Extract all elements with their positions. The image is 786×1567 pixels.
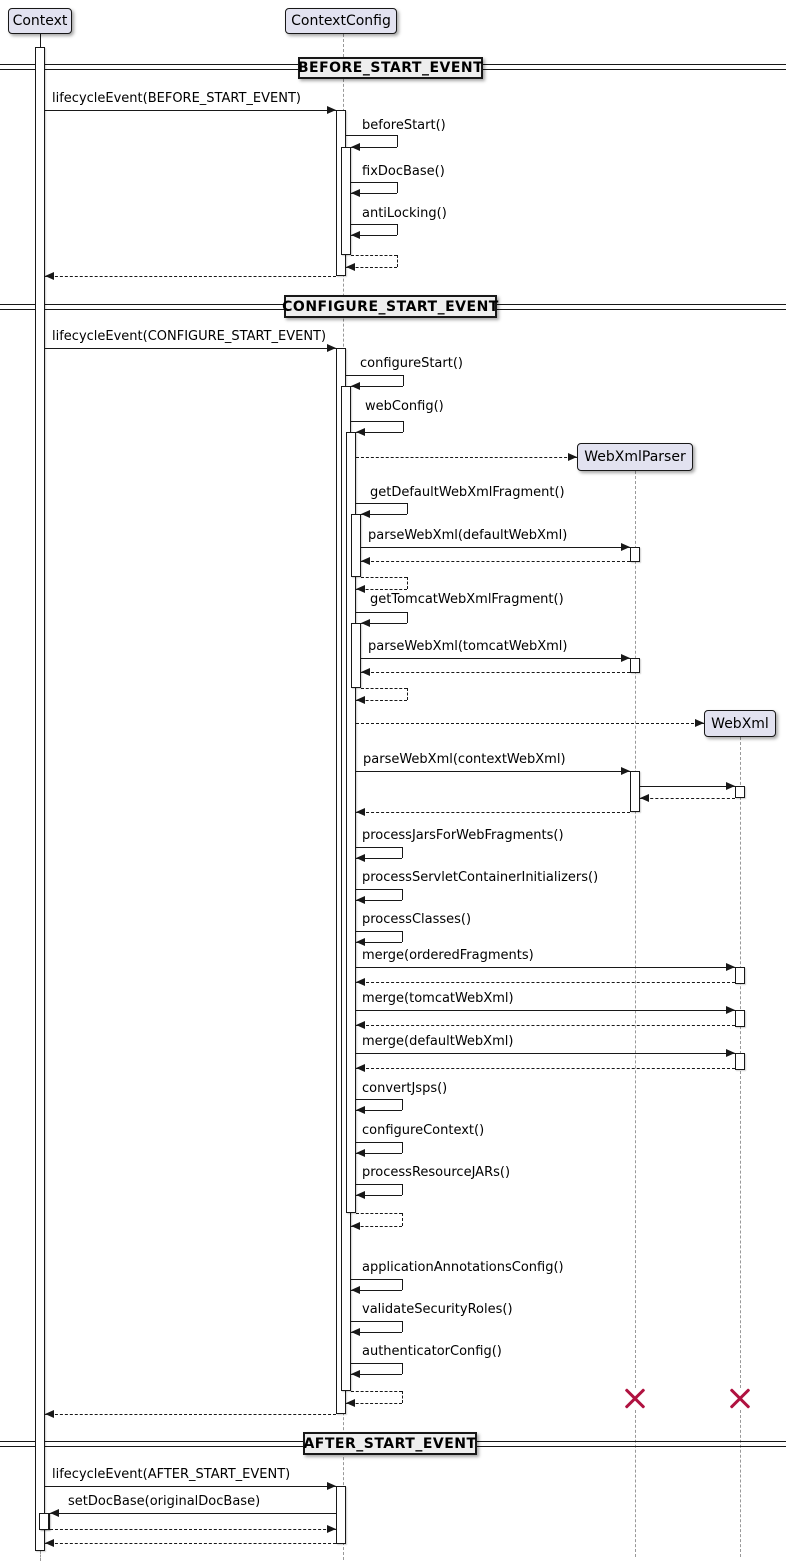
message-line: [351, 255, 397, 256]
message-arrowhead: [351, 143, 360, 151]
message-arrowhead: [695, 719, 704, 727]
message-arrowhead: [351, 189, 360, 197]
message-label: validateSecurityRoles(): [362, 1302, 513, 1317]
message-line: [351, 182, 397, 183]
message-line: [402, 889, 403, 900]
divider-label: AFTER_START_EVENT: [303, 1432, 477, 1455]
message-label: lifecycleEvent(BEFORE_START_EVENT): [52, 91, 301, 106]
message-label: convertJsps(): [362, 1081, 448, 1096]
message-line: [356, 931, 402, 932]
message-arrowhead: [356, 696, 365, 704]
message-arrowhead: [351, 1222, 360, 1230]
message-label: authenticatorConfig(): [362, 1344, 502, 1359]
message-arrowhead: [361, 668, 370, 676]
message-arrowhead: [356, 1064, 365, 1072]
message-line: [356, 1184, 402, 1185]
message-label: processClasses(): [362, 912, 472, 927]
message-line: [356, 982, 735, 983]
message-label: configureStart(): [360, 356, 463, 371]
message-label: antiLocking(): [362, 206, 447, 221]
message-arrowhead: [726, 963, 735, 971]
message-arrowhead: [351, 1328, 360, 1336]
message-line: [402, 931, 403, 942]
message-label: lifecycleEvent(CONFIGURE_START_EVENT): [52, 329, 327, 344]
message-line: [45, 276, 336, 277]
message-line: [397, 224, 398, 235]
participant-webxml: WebXml: [704, 710, 776, 737]
message-line: [351, 224, 397, 225]
message-arrowhead: [361, 619, 370, 627]
activation-bar: [735, 786, 745, 798]
message-arrowhead: [327, 344, 336, 352]
message-label: parseWebXml(defaultWebXml): [368, 528, 568, 543]
message-arrowhead: [356, 585, 365, 593]
message-line: [356, 1068, 735, 1069]
message-arrowhead: [361, 510, 370, 518]
message-line: [45, 1414, 336, 1415]
participant-context: Context: [8, 8, 72, 34]
message-arrowhead: [726, 782, 735, 790]
message-line: [45, 1543, 336, 1544]
message-line: [346, 375, 403, 376]
message-label: processServletContainerInitializers(): [362, 870, 599, 885]
message-line: [397, 135, 398, 147]
message-label: fixDocBase(): [362, 164, 445, 179]
message-line: [407, 503, 408, 514]
message-label: parseWebXml(contextWebXml): [363, 752, 566, 767]
message-arrowhead: [351, 1370, 360, 1378]
message-line: [402, 1321, 403, 1332]
message-arrowhead: [346, 263, 355, 271]
message-line: [45, 348, 336, 349]
message-line: [361, 547, 630, 548]
destroy-x-icon: [622, 1386, 648, 1412]
message-arrowhead: [45, 272, 54, 280]
message-line: [356, 1010, 735, 1011]
activation-bar: [630, 658, 640, 673]
message-label: getDefaultWebXmlFragment(): [370, 485, 565, 500]
message-arrowhead: [726, 1006, 735, 1014]
message-arrowhead: [45, 1410, 54, 1418]
message-label: applicationAnnotationsConfig(): [362, 1260, 564, 1275]
message-arrowhead: [356, 1191, 365, 1199]
message-arrowhead: [640, 794, 649, 802]
message-line: [356, 812, 630, 813]
message-line: [402, 1213, 403, 1226]
message-line: [356, 1053, 735, 1054]
message-arrowhead: [356, 1021, 365, 1029]
message-line: [397, 255, 398, 267]
message-arrowhead: [621, 767, 630, 775]
message-arrowhead: [568, 453, 577, 461]
activation-bar: [630, 547, 640, 562]
message-arrowhead: [351, 1286, 360, 1294]
message-line: [45, 110, 336, 111]
message-line: [640, 786, 735, 787]
message-arrowhead: [356, 854, 365, 862]
message-arrowhead: [621, 654, 630, 662]
message-label: parseWebXml(tomcatWebXml): [368, 639, 568, 654]
message-arrowhead: [356, 428, 365, 436]
message-line: [402, 847, 403, 858]
message-label: setDocBase(originalDocBase): [68, 1494, 261, 1509]
lifeline: [40, 34, 41, 47]
message-label: processJarsForWebFragments(): [362, 828, 564, 843]
message-line: [356, 503, 407, 504]
message-line: [407, 612, 408, 623]
activation-bar: [735, 1053, 745, 1070]
message-line: [640, 798, 735, 799]
message-line: [356, 723, 704, 724]
message-label: beforeStart(): [362, 118, 446, 133]
participant-contextconfig: ContextConfig: [285, 8, 397, 34]
activation-bar: [351, 623, 361, 688]
message-line: [407, 688, 408, 700]
message-line: [397, 182, 398, 193]
message-label: webConfig(): [365, 399, 444, 414]
activation-bar: [35, 47, 45, 1551]
activation-bar: [336, 1486, 346, 1544]
message-line: [403, 421, 404, 432]
message-label: processResourceJARs(): [362, 1165, 511, 1180]
message-line: [403, 375, 404, 386]
message-arrowhead: [351, 382, 360, 390]
message-line: [356, 457, 577, 458]
message-line: [50, 1513, 336, 1514]
message-line: [402, 1142, 403, 1153]
activation-bar: [39, 1513, 49, 1530]
message-arrowhead: [351, 231, 360, 239]
message-arrowhead: [327, 1525, 336, 1533]
message-label: configureContext(): [362, 1123, 485, 1138]
divider-label: CONFIGURE_START_EVENT: [284, 295, 497, 318]
message-line: [402, 1099, 403, 1110]
message-label: merge(defaultWebXml): [362, 1034, 514, 1049]
message-line: [351, 421, 403, 422]
message-arrowhead: [621, 543, 630, 551]
message-arrowhead: [45, 1539, 54, 1547]
message-label: getTomcatWebXmlFragment(): [370, 592, 564, 607]
message-line: [402, 1363, 403, 1374]
message-line: [361, 561, 630, 562]
message-arrowhead: [726, 1049, 735, 1057]
message-line: [361, 672, 630, 673]
activation-bar: [630, 771, 640, 812]
message-arrowhead: [356, 808, 365, 816]
activation-bar: [351, 514, 361, 577]
message-arrowhead: [327, 1482, 336, 1490]
message-arrowhead: [356, 896, 365, 904]
message-line: [356, 612, 407, 613]
message-line: [402, 1391, 403, 1403]
message-arrowhead: [361, 557, 370, 565]
activation-bar: [341, 147, 351, 255]
message-line: [45, 1486, 336, 1487]
message-line: [356, 1213, 402, 1214]
lifeline: [40, 1551, 41, 1561]
message-line: [356, 889, 402, 890]
lifeline: [635, 471, 636, 1388]
message-line: [356, 1142, 402, 1143]
message-line: [356, 967, 735, 968]
message-arrowhead: [327, 106, 336, 114]
activation-bar: [735, 967, 745, 984]
activation-bar: [735, 1010, 745, 1027]
message-line: [351, 1279, 402, 1280]
message-line: [361, 658, 630, 659]
message-line: [346, 135, 397, 136]
message-arrowhead: [346, 1399, 355, 1407]
message-line: [407, 577, 408, 589]
destroy-x-icon: [727, 1386, 753, 1412]
message-line: [361, 577, 407, 578]
message-line: [402, 1184, 403, 1195]
message-line: [402, 1279, 403, 1290]
message-line: [356, 1099, 402, 1100]
message-line: [351, 1321, 402, 1322]
lifeline: [635, 1410, 636, 1557]
message-arrowhead: [356, 938, 365, 946]
message-label: merge(orderedFragments): [362, 948, 534, 963]
message-line: [351, 1391, 402, 1392]
message-label: lifecycleEvent(AFTER_START_EVENT): [52, 1467, 291, 1482]
message-line: [50, 1529, 336, 1530]
message-arrowhead: [50, 1509, 59, 1517]
message-arrowhead: [356, 978, 365, 986]
participant-webxmlparser: WebXmlParser: [577, 443, 693, 471]
divider-label: BEFORE_START_EVENT: [298, 57, 483, 79]
message-line: [351, 1363, 402, 1364]
message-line: [356, 1025, 735, 1026]
lifeline: [740, 1410, 741, 1557]
message-label: merge(tomcatWebXml): [362, 991, 514, 1006]
message-line: [361, 688, 407, 689]
message-arrowhead: [356, 1106, 365, 1114]
message-arrowhead: [356, 1149, 365, 1157]
message-line: [356, 847, 402, 848]
message-line: [356, 771, 630, 772]
